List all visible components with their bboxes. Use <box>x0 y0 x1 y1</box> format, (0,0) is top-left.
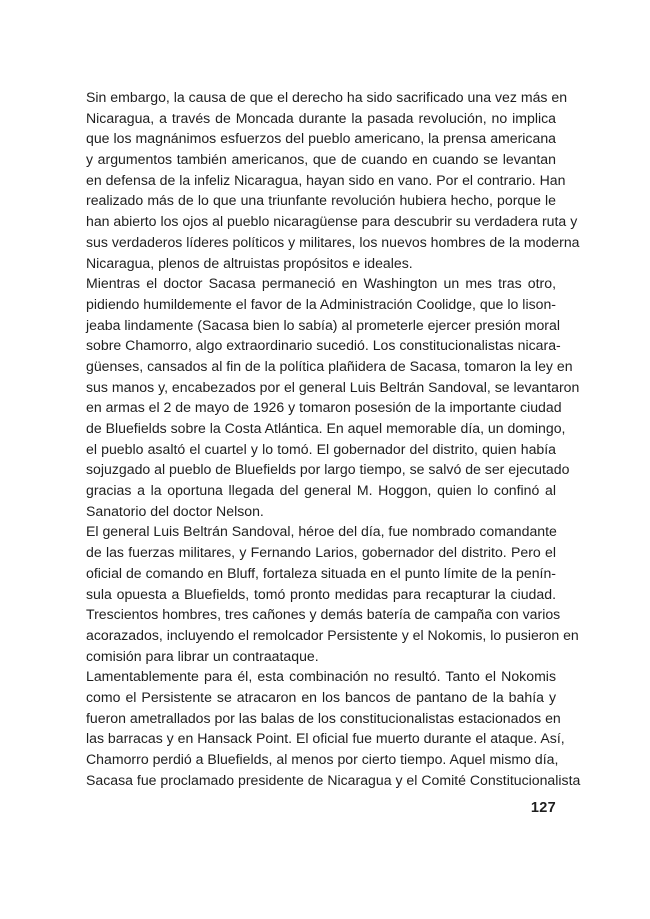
text-line: Sanatorio del doctor Nelson. <box>86 502 264 519</box>
text-line: gracias a la oportuna llegada del general M. Hoggon, quien lo confinó al <box>86 482 556 499</box>
text-line: sula opuesta a Bluefields, tomó pronto medidas para recapturar la ciudad. <box>86 585 556 602</box>
text-line: de Bluefields sobre la Costa Atlántica. En aquel memorable día, un domingo, <box>86 420 566 436</box>
text-line: comisión para librar un contraataque. <box>86 647 319 664</box>
text-line: pidiendo humildemente el favor de la Administración Coolidge, que lo lison- <box>86 295 556 312</box>
text-line: sojuzgado al pueblo de Bluefields por largo tiempo, se salvó de ser ejecutado <box>86 461 570 478</box>
text-line: el pueblo asaltó el cuartel y lo tomó. El gobernador del distrito, quien había <box>86 440 556 457</box>
text-line: oficial de comando en Bluff, fortaleza situada en el punto límite de la penín- <box>86 564 556 581</box>
text-line: en defensa de la infeliz Nicaragua, hayan sido en vano. Por el contrario. Han <box>86 171 566 188</box>
text-line: Lamentablemente para él, esta combinación no resultó. Tanto el Nokomis <box>86 668 556 685</box>
text-line: Sin embargo, la causa de que el derecho ha sido sacrificado una vez más en <box>86 89 568 105</box>
text-line: de las fuerzas militares, y Fernando Larios, gobernador del distrito. Pero el <box>86 544 556 561</box>
text-line: como el Persistente se atracaron en los bancos de pantano de la bahía y <box>86 688 556 705</box>
text-line: Mientras el doctor Sacasa permaneció en Washington un mes tras otro, <box>86 275 556 292</box>
text-line: sus manos y, encabezados por el general Luis Beltrán Sandoval, se levantaron <box>86 378 580 395</box>
text-line: güenses, cansados al fin de la política plañidera de Sacasa, tomaron la ley en <box>86 357 573 374</box>
text-line: las barracas y en Hansack Point. El oficial fue muerto durante el ataque. Así, <box>86 730 565 747</box>
paragraph-2 <box>86 273 580 521</box>
paragraph-4 <box>86 666 581 790</box>
paragraph-3 <box>86 521 579 666</box>
text-line: realizado más de lo que una triunfante revolución hubiera hecho, porque le <box>86 192 556 209</box>
paragraph-1 <box>86 87 580 273</box>
page-number: 127 <box>530 800 556 816</box>
text-line: han abierto los ojos al pueblo nicaragüense para descubrir su verdadera ruta y <box>86 213 578 230</box>
text-line: Sacasa fue proclamado presidente de Nicaragua y el Comité Constitucionalista <box>86 771 581 788</box>
text-line: sus verdaderos líderes políticos y militares, los nuevos hombres de la moderna <box>86 233 580 250</box>
text-line: sobre Chamorro, algo extraordinario sucedió. Los constitucionalistas nicara- <box>86 337 561 354</box>
text-line: El general Luis Beltrán Sandoval, héroe del día, fue nombrado comandante <box>86 523 557 540</box>
text-line: Trescientos hombres, tres cañones y demás batería de campaña con varios <box>86 606 561 623</box>
text-line: que los magnánimos esfuerzos del pueblo americano, la prensa americana <box>86 130 556 147</box>
text-line: en armas el 2 de mayo de 1926 y tomaron posesión de la importante ciudad <box>86 399 562 416</box>
body-text <box>86 87 581 790</box>
text-line: Chamorro perdió a Bluefields, al menos por cierto tiempo. Aquel mismo día, <box>86 751 559 767</box>
text-line: Nicaragua, a través de Moncada durante la pasada revolución, no implica <box>86 109 556 126</box>
text-line: jeaba lindamente (Sacasa bien lo sabía) al prometerle ejercer presión moral <box>86 316 560 333</box>
text-line: y argumentos también americanos, que de cuando en cuando se levantan <box>86 151 556 168</box>
text-line: fueron ametrallados por las balas de los constitucionalistas estacionados en <box>86 709 561 726</box>
text-line: Nicaragua, plenos de altruistas propósitos e ideales. <box>86 254 413 271</box>
text-line: acorazados, incluyendo el remolcador Persistente y el Nokomis, lo pusieron en <box>86 626 579 643</box>
